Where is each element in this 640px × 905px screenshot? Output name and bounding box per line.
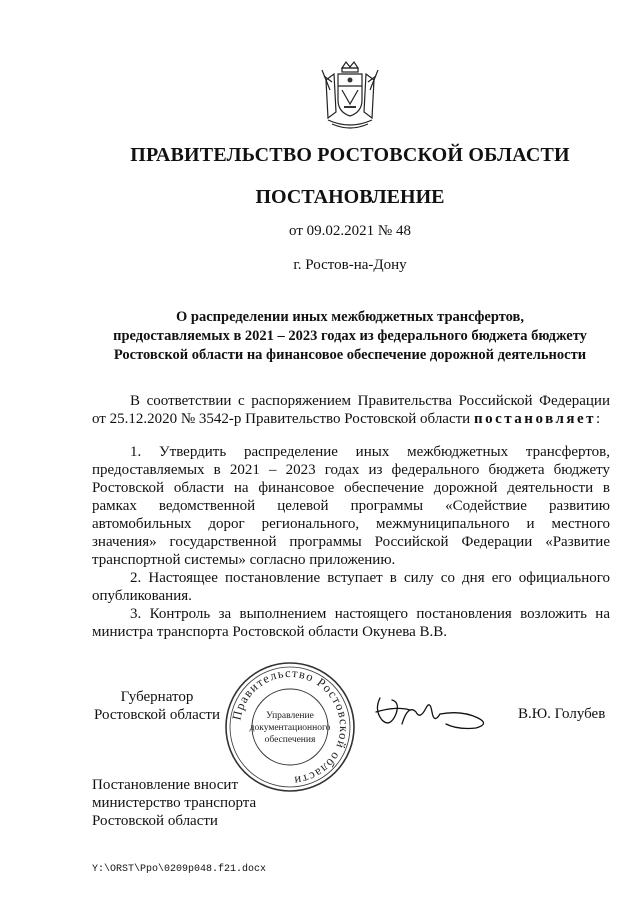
stamp-inner-line: Управление <box>266 711 314 721</box>
submitter-line: Ростовской области <box>92 813 218 829</box>
signatory-name: В.Ю. Голубев <box>518 706 606 722</box>
submitter-line: министерство транспорта <box>92 795 257 811</box>
preamble-paragraph <box>92 392 610 428</box>
document-body <box>92 392 610 641</box>
subject-line: Ростовской области на финансовое обеспечение дорожной деятельности <box>113 347 587 363</box>
subject-line: предоставляемых в 2021 – 2023 годах из федерального бюджета бюджету <box>113 328 587 344</box>
stamp-inner-line: обеспечения <box>264 735 316 745</box>
body-item-3: 3. Контроль за выполнением настоящего постановления возложить на министра транспорта Ростовской области Окунева В.В. <box>92 606 610 640</box>
document-city: г. Ростов-на-Дону <box>293 257 407 273</box>
organization-title: ПРАВИТЕЛЬСТВО РОСТОВСКОЙ ОБЛАСТИ <box>130 144 570 166</box>
official-stamp <box>223 660 357 794</box>
body-item-2: 2. Настоящее постановление вступает в силу со дня его официального опубликования. <box>92 570 610 604</box>
document-date-number: от 09.02.2021 № 48 <box>289 223 411 239</box>
document-subject <box>92 308 608 365</box>
handwritten-signature <box>366 690 496 734</box>
submitter-block <box>92 776 256 830</box>
signatory-position <box>92 688 222 724</box>
file-path: Y:\ORST\Ppo\0209p048.f21.docx <box>92 864 267 875</box>
document-type: ПОСТАНОВЛЕНИЕ <box>255 186 445 208</box>
preamble-text: В соответствии с распоряжением Правительства Российской Федерации от 25.12.2020 № 3542-р Правительство Ростовской области <box>92 393 610 427</box>
position-line: Ростовской области <box>94 707 220 723</box>
stamp-inner-line: документационного <box>249 723 331 733</box>
subject-line: О распределении иных межбюджетных трансфертов, <box>176 309 524 325</box>
preamble-end: : <box>596 411 601 427</box>
preamble-verb: постановляет <box>473 411 597 427</box>
submitter-line: Постановление вносит <box>92 777 239 793</box>
position-line: Губернатор <box>120 689 194 705</box>
body-item-1: 1. Утвердить распределение иных межбюджетных трансфертов, предоставляемых в 2021 – 2023 годах из федерального бюджета бюджету Ростовской области на финансовое обеспечение дорожной деятельности в рамках ведомственной целевой программы «Содействие развитию автомобильных дорог регионального, межмуниципального и местного значения» государственной программы Российской Федерации «Развитие транспортной системы» согласно приложению. <box>92 444 610 568</box>
coat-of-arms-icon <box>318 60 382 132</box>
stamp-outer-text: Правительство Ростовской области <box>229 665 352 788</box>
